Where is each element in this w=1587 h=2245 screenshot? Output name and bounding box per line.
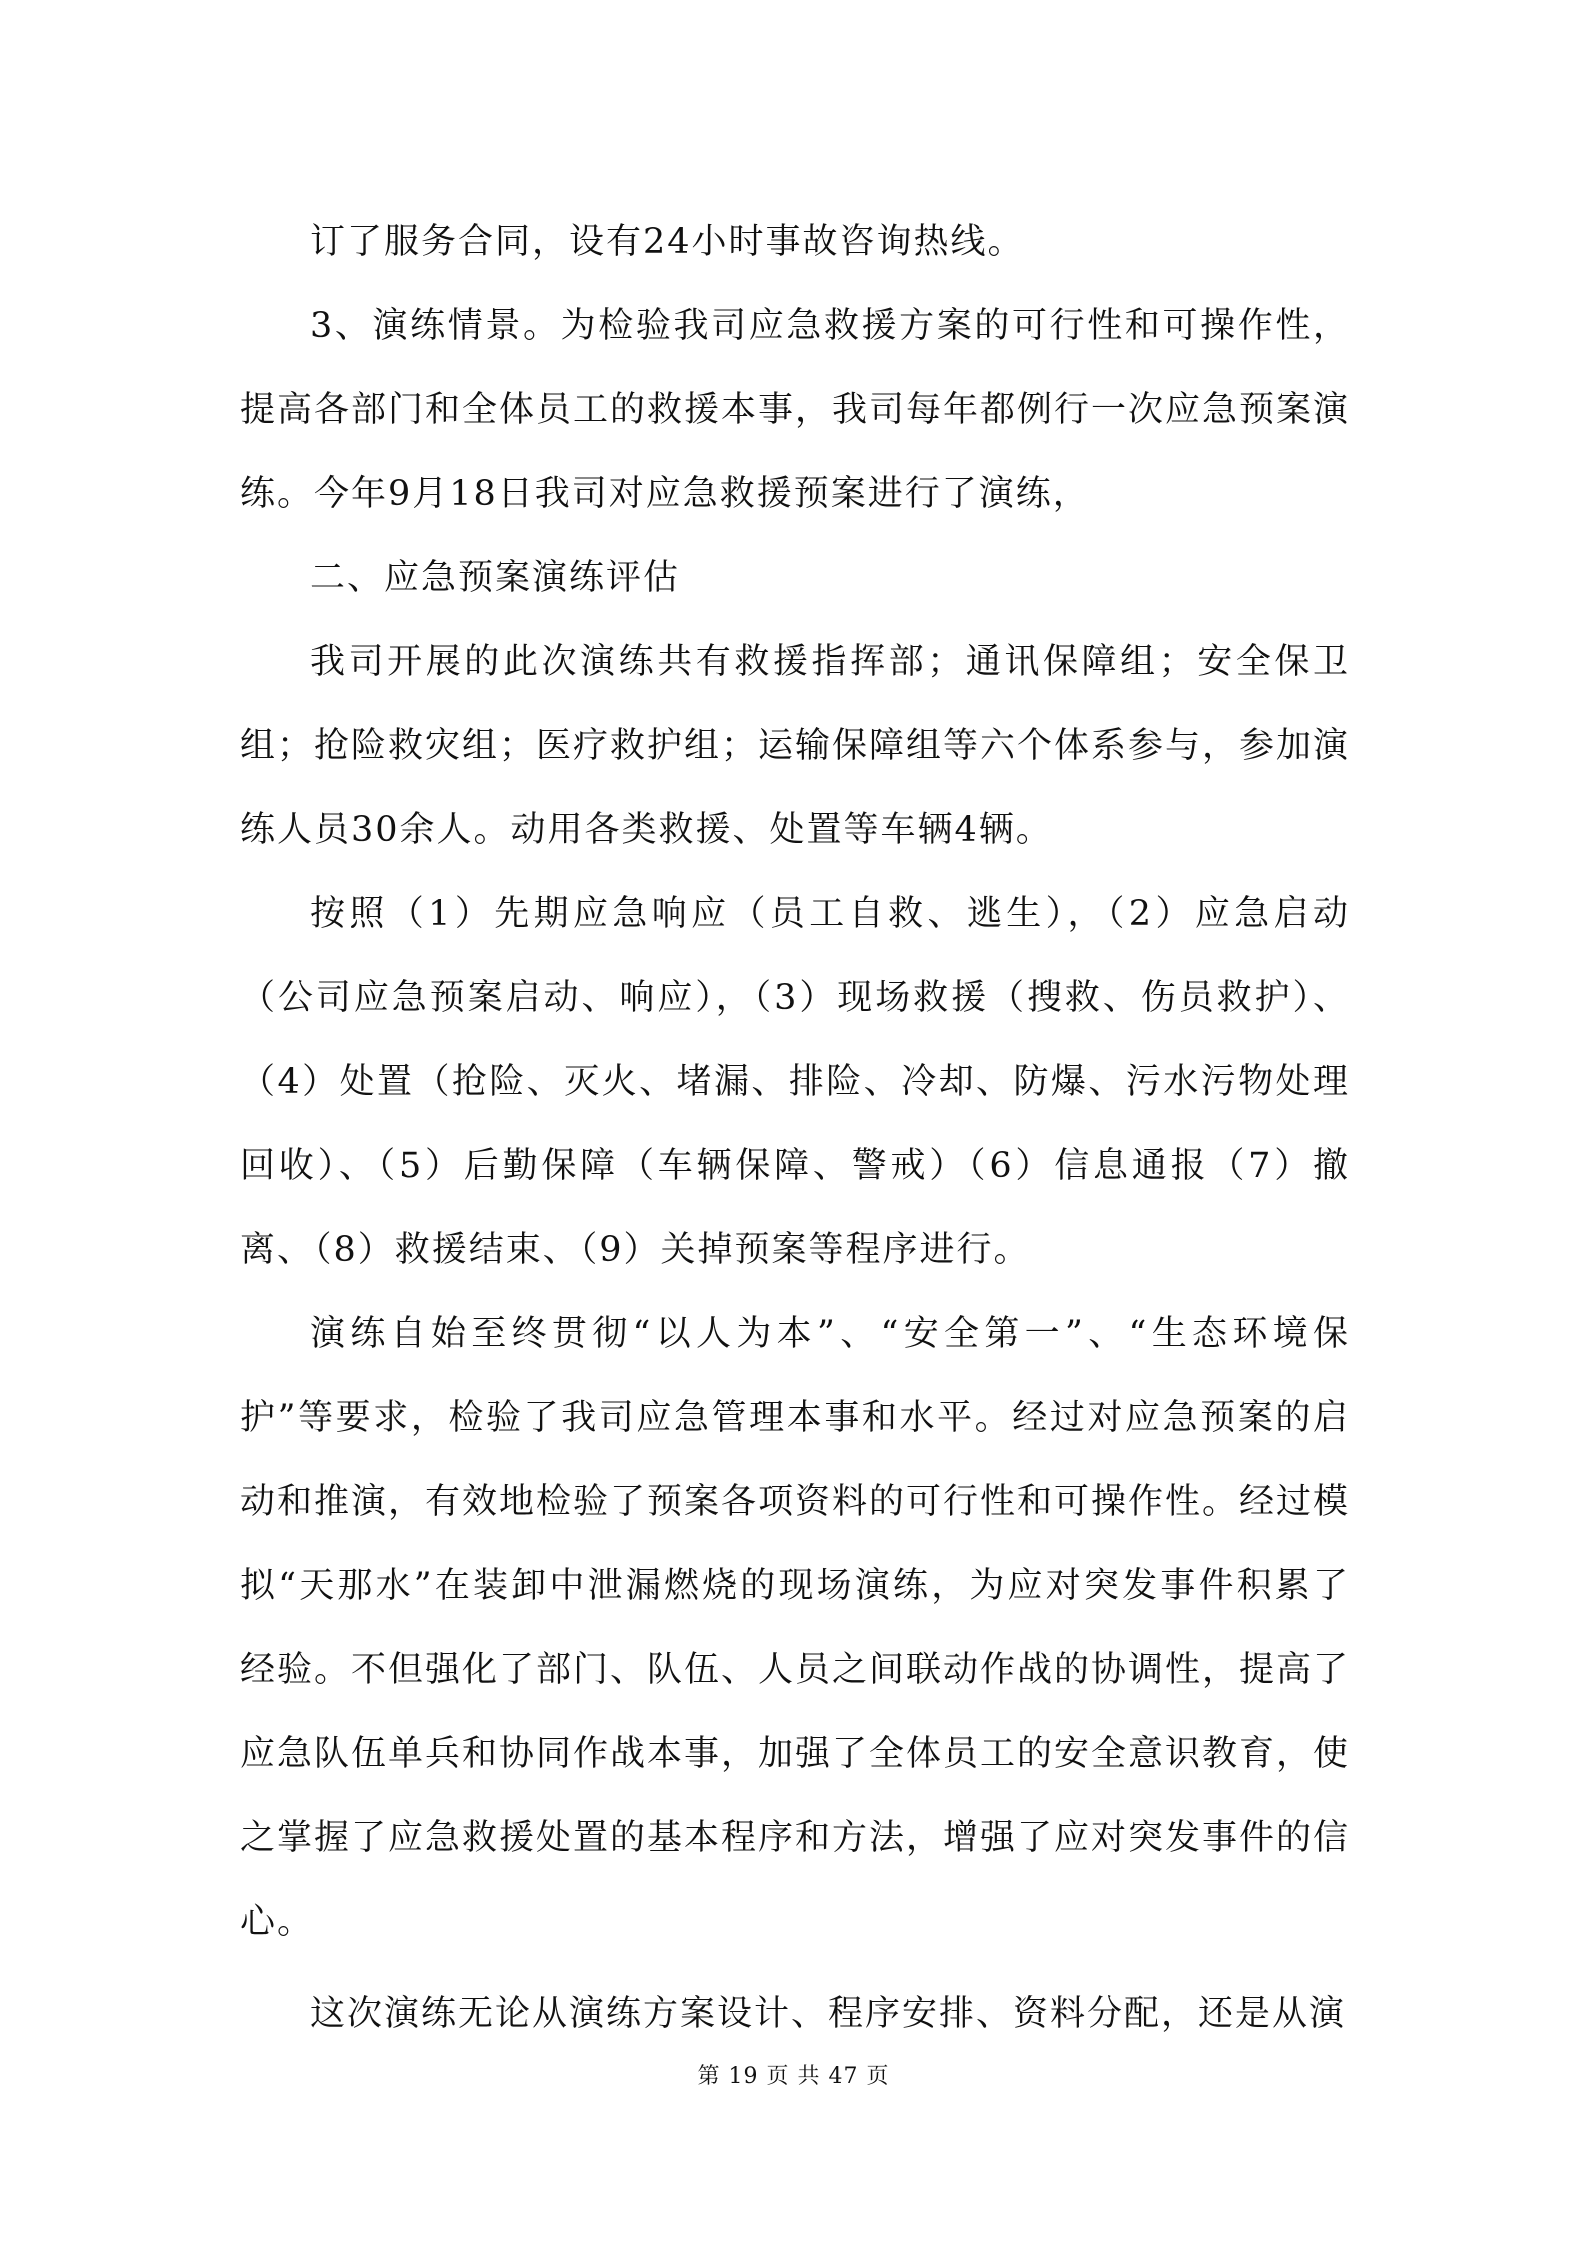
paragraph-drill-summary: 这次演练无论从演练方案设计、程序安排、资料分配，还是从演 xyxy=(310,1994,1347,2034)
footer-middle: 页 共 xyxy=(766,2064,821,2089)
footer-suffix: 页 xyxy=(866,2064,890,2089)
footer-total-pages: 47 xyxy=(828,2064,859,2089)
paragraph-drill-participants: 我司开展的此次演练共有救援指挥部；通讯保障组；安全保卫组；抢险救灾组；医疗救护组；运输保障组等六个体系参与，参加演练人员30余人。动用各类救援、处置等车辆4辆。 xyxy=(240,642,1351,850)
footer-prefix: 第 xyxy=(697,2064,721,2089)
document-body xyxy=(240,200,1350,2056)
paragraph-service-contract: 订了服务合同，设有24小时事故咨询热线。 xyxy=(310,222,1025,262)
paragraph-drill-scenario: 3、演练情景。为检验我司应急救援方案的可行性和可操作性，提高各部门和全体员工的救援本事，我司每年都例行一次应急预案演练。今年9月18日我司对应急救援预案进行了演练， xyxy=(240,306,1351,514)
footer-current-page: 19 xyxy=(728,2064,759,2089)
paragraph-drill-results: 演练自始至终贯彻“以人为本”、“安全第一”、“生态环境保护”等要求，检验了我司应急管理本事和水平。经过对应急预案的启动和推演，有效地检验了预案各项资料的可行性和可操作性。经过模拟“天那水”在装卸中泄漏燃烧的现场演练，为应对突发事件积累了经验。不但强化了部门、队伍、人员之间联动作战的协调性，提高了应急队伍单兵和协同作战本事，加强了全体员工的安全意识教育，使之掌握了应急救援处置的基本程序和方法，增强了应对突发事件的信心。 xyxy=(240,1314,1351,1942)
paragraph-drill-procedures: 按照（1）先期应急响应（员工自救、逃生），（2）应急启动（公司应急预案启动、响应），（3）现场救援（搜救、伤员救护）、（4）处置（抢险、灭火、堵漏、排险、冷却、防爆、污水污物处理回收）、（5）后勤保障（车辆保障、警戒）（6）信息通报（7）撤离、（8）救援结束、（9）关掉预案等程序进行。 xyxy=(240,894,1350,1270)
page-footer xyxy=(0,2062,1587,2092)
section-heading-drill-evaluation: 二、应急预案演练评估 xyxy=(310,558,681,598)
